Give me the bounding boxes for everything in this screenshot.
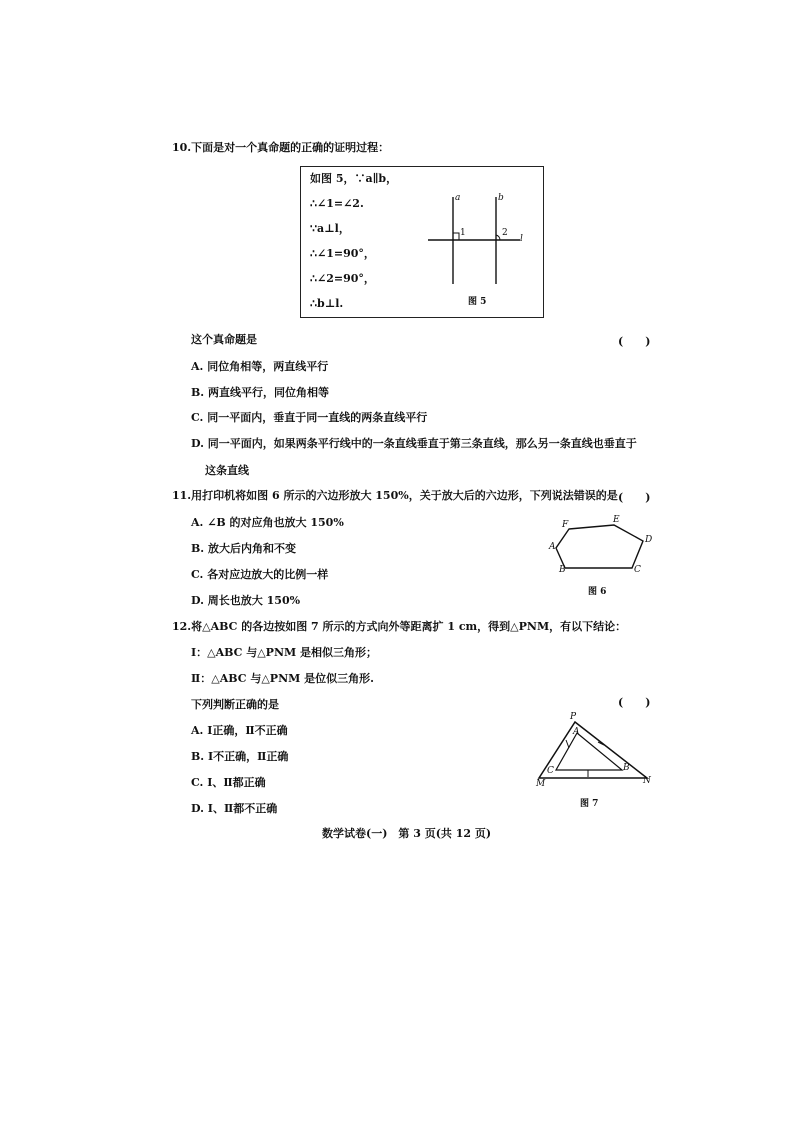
q10-answer-bracket: ( ) (618, 335, 651, 348)
fig7-vertex-n: N (643, 776, 651, 786)
fig6-vertex-c: C (634, 565, 641, 575)
q12-option-a: A. Ⅰ正确，Ⅱ不正确 (191, 724, 288, 737)
q10-option-c: C. 同一平面内，垂直于同一直线的两条直线平行 (191, 411, 428, 424)
proof-line-1: 如图 5，∵a∥b， (310, 172, 398, 185)
fig5-label-2: 2 (502, 228, 508, 238)
q11-stem: 11.用打印机将如图 6 所示的六边形放大 150%，关于放大后的六边形，下列说法错误的是 (172, 489, 618, 502)
q12-stem: 12.将△ABC 的各边按如图 7 所示的方式向外等距离扩 1 cm，得到△PNM，有以下结论： (172, 620, 627, 633)
q11-option-b: B. 放大后内角和不变 (191, 542, 296, 555)
q11-option-c: C. 各对应边放大的比例一样 (191, 568, 329, 581)
fig6-caption: 图 6 (588, 587, 607, 597)
q10-option-d: D. 同一平面内，如果两条平行线中的一条直线垂直于第三条直线，那么另一条直线也垂直于 (191, 437, 637, 450)
distance-mark-1 (566, 740, 569, 748)
fig5-caption: 图 5 (468, 297, 487, 307)
fig5-label-l: l (520, 234, 523, 244)
fig7-vertex-a: A (573, 727, 580, 737)
proof-line-4: ∴∠1=90°， (310, 247, 375, 260)
q11-answer-bracket: ( ) (618, 491, 651, 504)
fig7-vertex-b: B (623, 763, 630, 773)
q10-question: 这个真命题是 (191, 333, 257, 346)
q10-option-a: A. 同位角相等，两直线平行 (191, 360, 329, 373)
q12-question: 下列判断正确的是 (191, 698, 279, 711)
q12-option-b: B. Ⅰ不正确，Ⅱ正确 (191, 750, 289, 763)
fig7-caption: 图 7 (580, 799, 599, 809)
proof-line-6: ∴b⊥l. (310, 297, 344, 310)
fig6-vertex-d: D (645, 535, 653, 545)
proof-line-3: ∵a⊥l， (310, 222, 350, 235)
q12-answer-bracket: ( ) (618, 696, 651, 709)
page-footer: 数学试卷(一) 第 3 页(共 12 页) (322, 827, 492, 840)
fig6-vertex-f: F (562, 520, 569, 530)
q12-option-c: C. Ⅰ、Ⅱ都正确 (191, 776, 266, 789)
fig6-vertex-a: A (549, 542, 556, 552)
fig6-vertex-b: B (559, 565, 566, 575)
q10-option-d-continued: 这条直线 (205, 464, 249, 477)
q10-option-b: B. 两直线平行，同位角相等 (191, 386, 329, 399)
q11-option-a: A. ∠B 的对应角也放大 150% (191, 516, 344, 529)
fig5-label-1: 1 (460, 228, 466, 238)
fig7-vertex-p: P (570, 712, 577, 722)
proof-line-5: ∴∠2=90°， (310, 272, 375, 285)
fig5-label-a: a (455, 193, 461, 203)
q12-statement-2: Ⅱ：△ABC 与△PNM 是位似三角形. (191, 672, 374, 685)
q11-option-d: D. 周长也放大 150% (191, 594, 301, 607)
fig5-label-b: b (498, 193, 504, 203)
fig7-vertex-m: M (536, 779, 546, 789)
q12-option-d: D. Ⅰ、Ⅱ都不正确 (191, 802, 278, 815)
q10-stem: 10.下面是对一个真命题的正确的证明过程： (172, 141, 390, 154)
fig7-vertex-c: C (547, 766, 554, 776)
fig6-vertex-e: E (613, 515, 620, 525)
q12-statement-1: Ⅰ：△ABC 与△PNM 是相似三角形； (191, 646, 378, 659)
proof-line-2: ∴∠1=∠2. (310, 197, 364, 210)
